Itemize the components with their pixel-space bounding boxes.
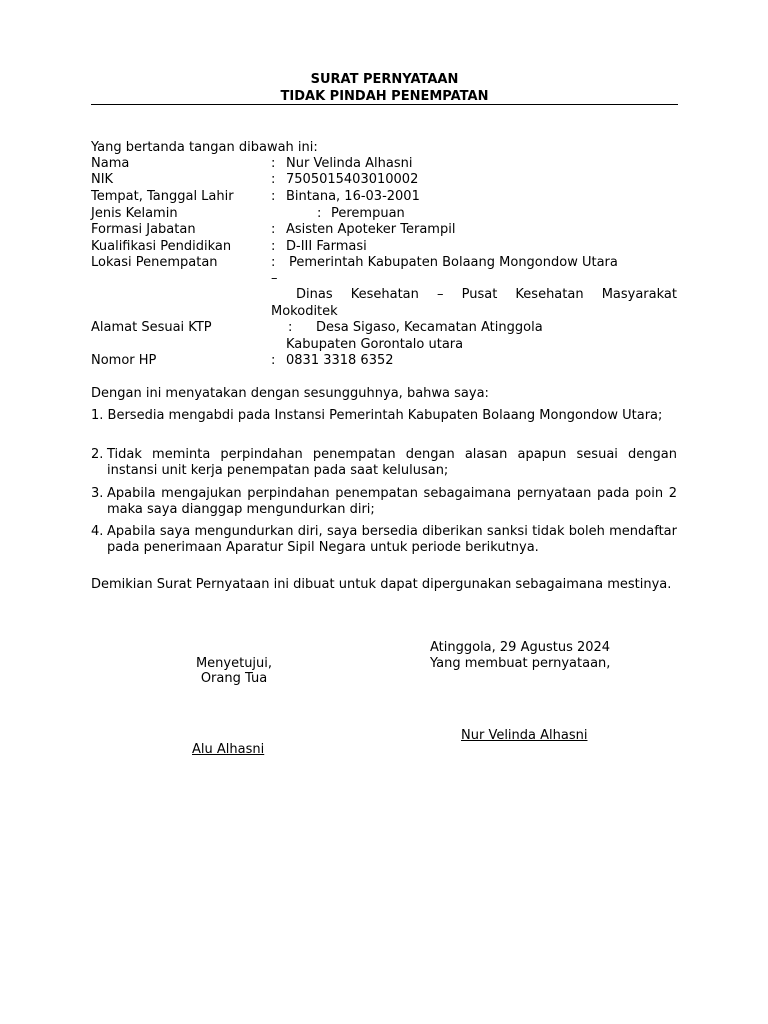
- closing-text: Demikian Surat Pernyataan ini dibuat untuk dapat dipergunakan sebagaimana mestinya.: [91, 577, 672, 592]
- field-colon: :: [288, 320, 293, 335]
- field-colon: :: [271, 239, 276, 254]
- field-label-kualifikasi: Kualifikasi Pendidikan: [91, 239, 232, 254]
- field-label-nama: Nama: [91, 156, 130, 171]
- list-item: [91, 408, 677, 424]
- field-value-alamat-line1: Desa Sigaso, Kecamatan Atinggola: [316, 320, 543, 335]
- approver-name: Alu Alhasni: [192, 742, 265, 757]
- field-colon: :: [271, 156, 276, 171]
- field-colon: :: [271, 222, 276, 237]
- list-item-number: 1.: [91, 408, 104, 423]
- list-item-text: Tidak meminta perpindahan penempatan dengan alasan apapun sesuai dengan instansi unit kerja penempatan pada saat kelulusan;: [107, 447, 677, 478]
- field-value-formasi: Asisten Apoteker Terampil: [286, 222, 456, 237]
- field-label-ttl: Tempat, Tanggal Lahir: [91, 189, 234, 204]
- list-item-text: Bersedia mengabdi pada Instansi Pemerintah Kabupaten Bolaang Mongondow Utara;: [107, 408, 663, 423]
- field-value-hp: 0831 3318 6352: [286, 353, 394, 368]
- field-label-lokasi: Lokasi Penempatan: [91, 255, 218, 270]
- list-item-text: Apabila saya mengundurkan diri, saya bersedia diberikan sanksi tidak boleh mendaftar pada penerimaan Aparatur Sipil Negara untuk periode berikutnya.: [107, 524, 677, 555]
- list-item: [91, 524, 677, 556]
- field-label-alamat: Alamat Sesuai KTP: [91, 320, 212, 335]
- approver-caption: Menyetujui,: [195, 656, 273, 671]
- field-value-lokasi-line2: –: [271, 271, 278, 286]
- list-item-number: 4.: [91, 524, 104, 539]
- list-item-number: 3.: [91, 486, 104, 501]
- field-colon: :: [317, 206, 322, 221]
- field-colon: :: [271, 189, 276, 204]
- field-value-nik: 7505015403010002: [286, 172, 419, 187]
- list-item-number: 2.: [91, 447, 104, 462]
- field-value-lokasi-line3: Dinas Kesehatan – Pusat Kesehatan Masyarakat: [296, 287, 677, 302]
- place-date: Atinggola, 29 Agustus 2024: [430, 640, 611, 655]
- letter-title: SURAT PERNYATAAN: [310, 72, 459, 87]
- field-value-alamat-line2: Kabupaten Gorontalo utara: [286, 337, 464, 352]
- list-item: [91, 486, 677, 518]
- field-colon: :: [271, 255, 276, 270]
- list-item-text: Apabila mengajukan perpindahan penempatan sebagaimana pernyataan pada poin 2 maka saya dianggap mengundurkan diri;: [107, 486, 677, 517]
- signer-caption: Yang membuat pernyataan,: [430, 656, 611, 671]
- field-colon: :: [271, 172, 276, 187]
- field-value-lokasi-line1: Pemerintah Kabupaten Bolaang Mongondow Utara: [289, 255, 618, 270]
- field-label-formasi: Formasi Jabatan: [91, 222, 196, 237]
- field-value-kualifikasi: D-III Farmasi: [286, 239, 367, 254]
- field-value-nama: Nur Velinda Alhasni: [286, 156, 413, 171]
- list-item: [91, 447, 677, 479]
- field-value-lokasi-line4: Mokoditek: [271, 304, 338, 319]
- field-value-ttl: Bintana, 16-03-2001: [286, 189, 420, 204]
- signer-name: Nur Velinda Alhasni: [461, 728, 588, 743]
- statement-text: Dengan ini menyatakan dengan sesungguhnya, bahwa saya:: [91, 386, 489, 401]
- approver-role: Orang Tua: [200, 671, 268, 686]
- field-label-hp: Nomor HP: [91, 353, 157, 368]
- field-value-jenis-kelamin: Perempuan: [331, 206, 405, 221]
- field-colon: :: [271, 353, 276, 368]
- title-divider: [91, 104, 678, 105]
- field-label-jenis-kelamin: Jenis Kelamin: [91, 206, 178, 221]
- letter-subtitle: TIDAK PINDAH PENEMPATAN: [280, 89, 489, 104]
- field-label-nik: NIK: [91, 172, 114, 187]
- intro-text: Yang bertanda tangan dibawah ini:: [91, 140, 318, 155]
